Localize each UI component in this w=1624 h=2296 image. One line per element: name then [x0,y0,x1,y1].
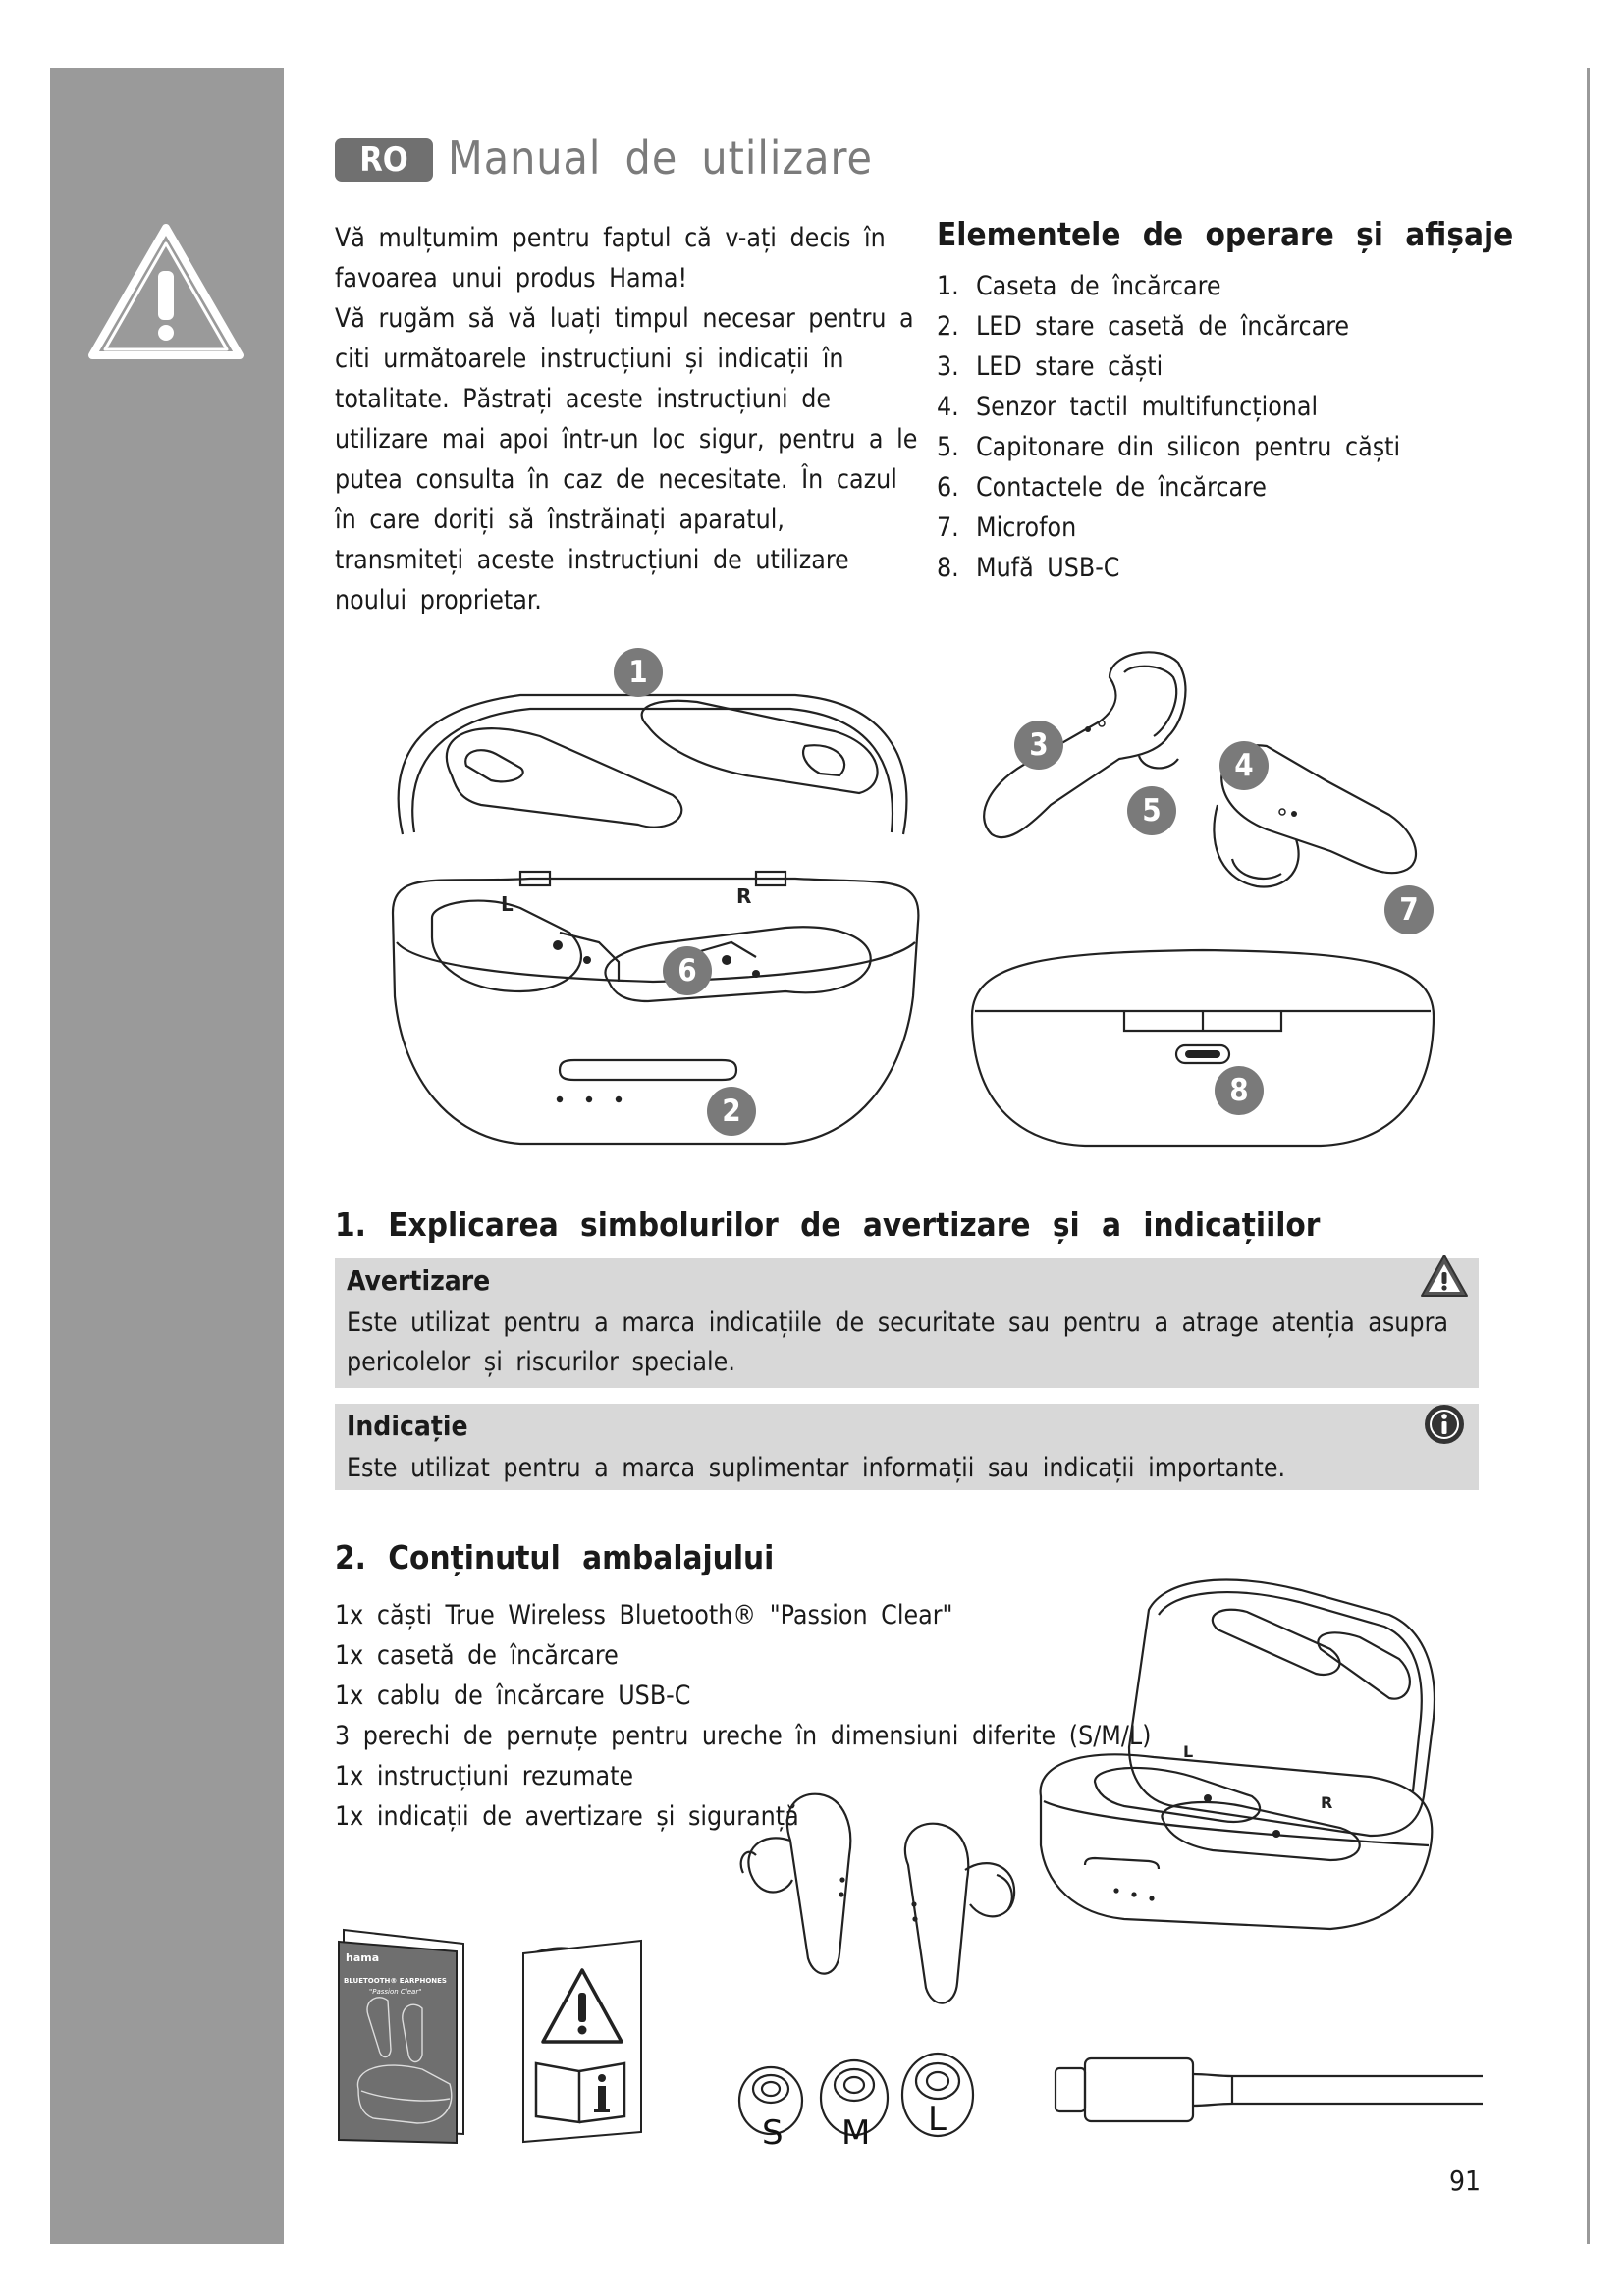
case-left-label: L [501,892,514,916]
ear-tips-illustration [731,2042,987,2152]
list-item: 8. Mufă USB-C [937,553,1120,583]
list-item: 1x instrucțiuni rezumate [335,1761,634,1791]
right-margin-line [1587,68,1590,2244]
note-title: Indicație [347,1410,468,1442]
list-item: 1. Caseta de încărcare [937,271,1221,301]
booklet-product: BLUETOOTH® EARPHONES [344,1977,447,1985]
package-case-illustration [1036,1571,1438,1934]
controls-title: Elementele de operare și afișaje [937,215,1514,253]
tip-size-l: L [928,2100,947,2139]
sidebar [50,68,284,2244]
section-1-title: 1. Explicarea simbolurilor de avertizare și a indicațiilor [335,1205,1321,1244]
list-item: 4. Senzor tactil multifuncțional [937,392,1319,422]
list-item: 3. LED stare căști [937,351,1164,382]
intro-paragraph: Vă rugăm să vă luați timpul necesar pentru a citi următoarele instrucțiuni și indicații în totalitate. Păstrați aceste instrucțiuni de utilizare mai apoi într-un loc sigur, pentru a le putea consulta în caz de necesitate. În cazul în care doriți să înstrăinați aparatul, transmiteți aceste instrucțiuni de utilizare noului proprietar. [335,303,918,615]
callout-badge-6: 6 [663,946,712,995]
warning-text: Este utilizat pentru a marca indicațiile de securitate sau pentru a atrage atenția asupra pericolelor și riscurilor speciale. [347,1308,1448,1377]
case-right-label: R [1321,1793,1333,1812]
intro-text [335,218,924,620]
intro-paragraph: Vă mulțumim pentru faptul că v-ați decis în favoarea unui produs Hama! [335,223,886,294]
note-box [335,1404,1479,1490]
callout-badge-4: 4 [1219,741,1269,790]
callout-badge-7: 7 [1384,885,1434,934]
warning-triangle-icon [1419,1253,1470,1300]
note-text: Este utilizat pentru a marca suplimentar informații sau indicații importante. [347,1453,1286,1483]
list-item: 5. Capitonare din silicon pentru căști [937,432,1401,462]
list-item: 1x casetă de încărcare [335,1640,619,1671]
usb-c-cable-illustration [1051,2047,1483,2140]
charging-case-closed-illustration [967,942,1438,1153]
info-circle-icon [1423,1403,1466,1446]
case-right-label: R [736,884,752,908]
controls-list [937,266,1400,588]
package-earbuds-illustration [731,1787,1026,2032]
callout-badge-2: 2 [707,1087,756,1136]
booklet-brand: hama [346,1951,380,1964]
tip-size-s: S [762,2113,784,2152]
tip-size-m: M [841,2113,871,2152]
earbuds-illustration [972,643,1443,928]
warning-triangle-icon [86,222,245,363]
language-badge: RO [335,138,433,182]
warning-title: Avertizare [347,1264,491,1297]
quick-guide-booklet-illustration [334,1922,471,2146]
list-item: 1x cablu de încărcare USB-C [335,1681,691,1711]
callout-badge-1: 1 [614,648,663,697]
list-item: 6. Contactele de încărcare [937,472,1267,503]
list-item: 3 perechi de pernuțe pentru ureche în dimensiuni diferite (S/M/L) [335,1721,1152,1751]
manual-title: Manual de utilizare [448,132,873,185]
safety-leaflet-illustration [518,1926,646,2146]
list-item: 1x căști True Wireless Bluetooth® "Passion Clear" [335,1600,953,1630]
warning-box [335,1258,1479,1388]
list-item: 7. Microfon [937,512,1077,543]
callout-badge-5: 5 [1127,786,1176,835]
booklet-model: "Passion Clear" [369,1988,422,1996]
case-left-label: L [1183,1742,1194,1761]
page-number: 91 [1449,2164,1482,2197]
list-item: 1x indicații de avertizare și siguranță [335,1801,799,1832]
list-item: 2. LED stare casetă de încărcare [937,311,1350,342]
callout-badge-3: 3 [1014,721,1063,770]
callout-badge-8: 8 [1215,1066,1264,1115]
section-2-title: 2. Conținutul ambalajului [335,1538,775,1576]
charging-case-open-illustration [373,648,933,1158]
